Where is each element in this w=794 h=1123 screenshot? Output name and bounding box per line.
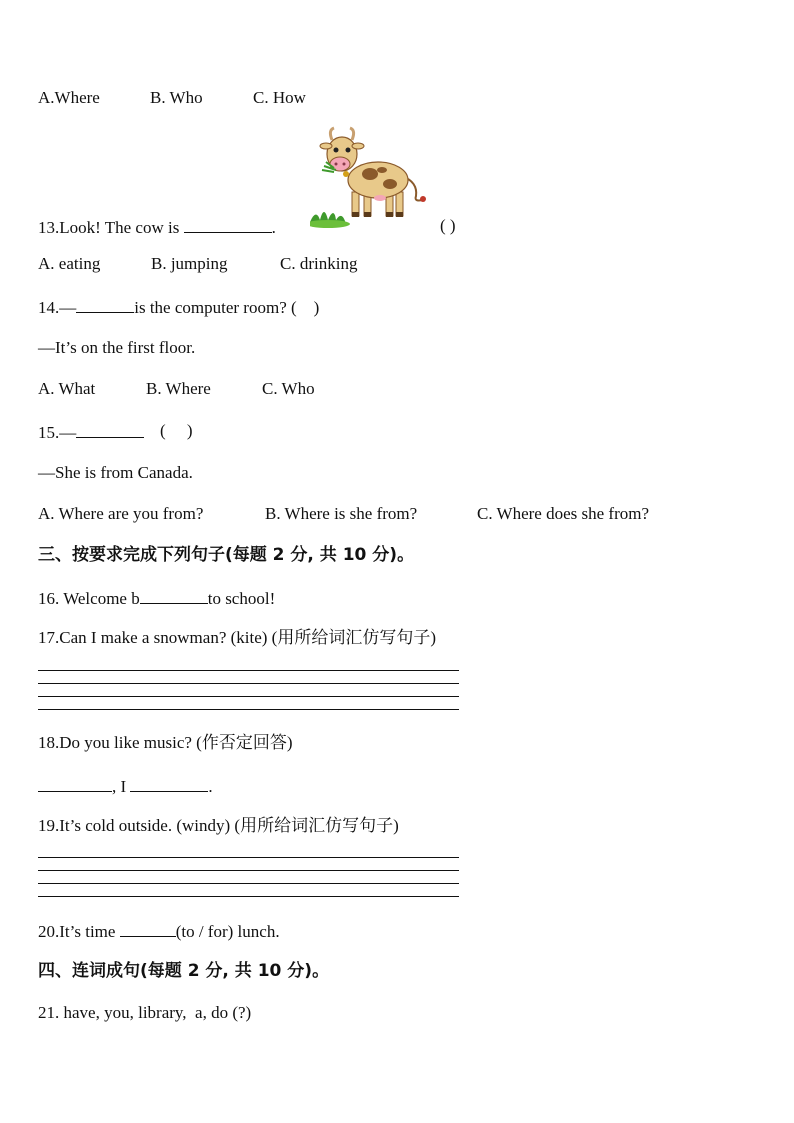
q14-option-c: C. Who <box>262 379 315 398</box>
q20-blank[interactable] <box>120 920 176 937</box>
q18-stem: 18.Do you like music? (作否定回答) <box>38 733 293 752</box>
q19-answer-line-1[interactable] <box>38 857 459 858</box>
q19-answer-line-4[interactable] <box>38 896 459 897</box>
q15-option-a: A. Where are you from? <box>38 504 204 523</box>
q18-end: . <box>208 777 213 796</box>
q13-stem <box>38 216 276 238</box>
q13-prefix: 13.Look! The cow is <box>38 218 180 237</box>
q14-answer: —It’s on the first floor. <box>38 338 196 357</box>
cow-illustration <box>310 122 430 230</box>
section-3-title: 三、按要求完成下列句子(每题 2 分, 共 10 分)。 <box>38 545 415 565</box>
q18-answer-row <box>38 775 213 797</box>
q17-answer-line-2[interactable] <box>38 683 459 684</box>
q12-option-c: C. How <box>253 88 306 107</box>
q14-option-a: A. What <box>38 379 96 398</box>
q17-answer-line-3[interactable] <box>38 696 459 697</box>
q12-option-a: A.Where <box>38 88 100 107</box>
q12-option-b: B. Who <box>150 88 203 107</box>
q16-stem <box>38 587 275 609</box>
q14-prefix: 14.— <box>38 298 77 317</box>
q15-prefix: 15.— <box>38 423 77 442</box>
q13-option-b: B. jumping <box>151 254 228 273</box>
q16-prefix: 16. Welcome b <box>38 589 140 608</box>
q14-stem <box>38 296 319 318</box>
q13-option-c: C. drinking <box>280 254 358 273</box>
q13-option-a: A. eating <box>38 254 101 273</box>
q15-option-c: C. Where does she from? <box>477 504 649 523</box>
q13-suffix: . <box>271 218 276 237</box>
q18-middle: , I <box>112 777 127 796</box>
q20-prefix: 20.It’s time <box>38 922 116 941</box>
q16-blank[interactable] <box>140 587 208 604</box>
q13-paren: ( ) <box>440 216 456 235</box>
q20-stem <box>38 920 280 942</box>
q15-blank[interactable] <box>76 421 144 438</box>
q18-blank-1[interactable] <box>38 775 112 792</box>
q19-answer-line-3[interactable] <box>38 883 459 884</box>
q19-answer-line-2[interactable] <box>38 870 459 871</box>
q21-stem: 21. have, you, library, a, do (?) <box>38 1003 252 1022</box>
q20-suffix: (to / for) lunch. <box>175 922 280 941</box>
q14-option-b: B. Where <box>146 379 211 398</box>
q15-option-b: B. Where is she from? <box>265 504 418 523</box>
q17-answer-line-1[interactable] <box>38 670 459 671</box>
q15-stem <box>38 421 144 443</box>
q17-answer-line-4[interactable] <box>38 709 459 710</box>
q15-paren: ( ) <box>160 421 193 440</box>
q18-blank-2[interactable] <box>130 775 208 792</box>
q14-blank[interactable] <box>76 296 134 313</box>
section-4-title: 四、连词成句(每题 2 分, 共 10 分)。 <box>38 961 330 981</box>
q19-stem: 19.It’s cold outside. (windy) (用所给词汇仿写句子) <box>38 816 399 835</box>
q13-blank[interactable] <box>184 216 272 233</box>
q15-answer: —She is from Canada. <box>38 463 193 482</box>
q14-suffix: is the computer room? ( ) <box>134 298 320 317</box>
q16-suffix: to school! <box>207 589 276 608</box>
q17-stem: 17.Can I make a snowman? (kite) (用所给词汇仿写句子) <box>38 628 436 647</box>
